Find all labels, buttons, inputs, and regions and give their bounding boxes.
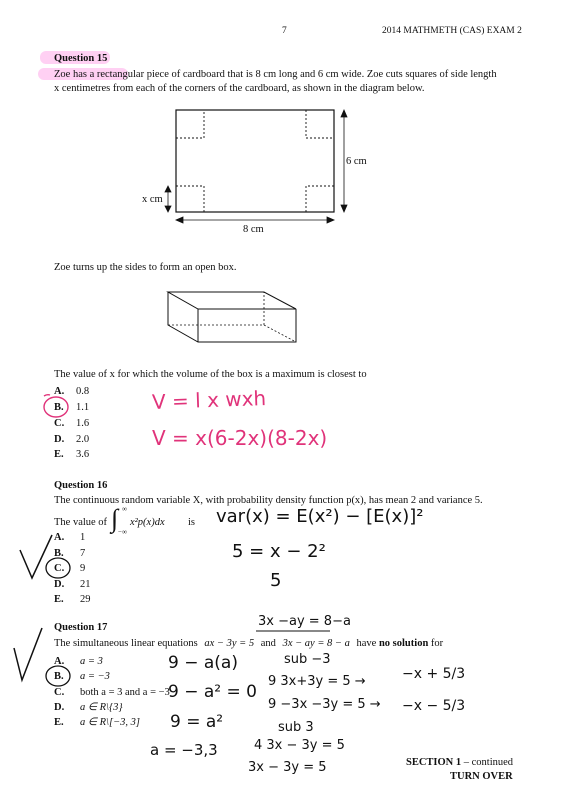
question17-title: Question 17 — [54, 622, 108, 633]
q15-option-a-value: 0.8 — [76, 386, 90, 397]
q17-handwriting-2: 9 − a² = 0 — [168, 682, 257, 702]
q17-handwriting-eq: 3x −ay = 8−a — [258, 614, 351, 629]
width-label: 8 cm — [243, 224, 264, 235]
q16-option-c-value: 9 — [80, 563, 86, 574]
exam-title: 2014 MATHMETH (CAS) EXAM 2 — [382, 26, 522, 36]
q17-option-d-letter: D. — [54, 702, 65, 713]
q16-option-a-value: 1 — [80, 532, 86, 543]
q17-option-a-value: a = 3 — [80, 656, 103, 667]
q17-handwriting-7: 9 −3x −3y = 5 → — [268, 697, 381, 712]
q16-option-b-value: 7 — [80, 548, 86, 559]
q17-handwriting-10: sub 3 — [278, 720, 314, 735]
q16-option-e-letter: E. — [54, 594, 64, 605]
q17-handwriting-4: a = −3,3 — [150, 741, 218, 759]
q17-handwriting-5: sub −3 — [284, 652, 331, 667]
integral-lower: −∞ — [118, 528, 127, 536]
q17-option-a-letter: A. — [54, 656, 65, 667]
q17-option-e-value: a ∈ R\[−3, 3] — [80, 717, 140, 728]
q17-option-b-letter: B. — [54, 671, 64, 682]
q17-handwriting-3: 9 = a² — [170, 712, 224, 732]
q17-option-c-value: both a = 3 and a = −3 — [80, 687, 170, 698]
box-text: Zoe turns up the sides to form an open box. — [54, 262, 237, 273]
q15-option-b-value: 1.1 — [76, 402, 90, 413]
integral-upper: ∞ — [122, 505, 127, 513]
q17-option-e-letter: E. — [54, 717, 64, 728]
q16-option-b-letter: B. — [54, 548, 64, 559]
q16-integral-prefix: The value of — [54, 517, 108, 528]
q15-question: The value of x for which the volume of the box is a maximum is closest to — [54, 369, 367, 380]
footer-continued: – continued — [461, 757, 514, 768]
q15-option-e-letter: E. — [54, 449, 64, 460]
q16-integral-suffix: is — [188, 517, 196, 528]
q17-handwriting-11: 4 3x − 3y = 5 — [254, 738, 345, 753]
q16-option-d-value: 21 — [80, 579, 91, 590]
q15-handwriting-1: V = l x wxh — [151, 386, 267, 414]
q17-eq1: ax − 3y = 5 — [204, 638, 255, 649]
q15-option-c-letter: C. — [54, 418, 65, 429]
q15-option-c-value: 1.6 — [76, 418, 90, 429]
q17-no-solution: no solution — [378, 638, 429, 649]
q15-option-a-letter: A. — [54, 386, 65, 397]
q16-option-e-value: 29 — [80, 594, 91, 605]
q15-option-d-letter: D. — [54, 434, 65, 445]
q17-line1-b: have — [356, 638, 377, 649]
q15-line1: Zoe has a rectangular piece of cardboard that is 8 cm long and 6 cm wide. Zoe cuts squares of side length — [54, 69, 497, 80]
q16-line1: The continuous random variable X, with probability density function p(x), has mean 2 and variance 5. — [54, 495, 483, 506]
q16-handwriting-1: var(x) = E(x²) − [E(x)]² — [216, 506, 424, 527]
integrand: x²p(x)dx — [130, 517, 165, 528]
q15-handwriting-2: V = x(6-2x)(8-2x) — [152, 426, 328, 450]
page-number: 7 — [282, 26, 287, 36]
cut-label: x cm — [142, 194, 163, 205]
q17-handwriting-9: −x − 5/3 — [402, 698, 466, 714]
q17-line1-c: for — [430, 638, 444, 649]
q15-option-d-value: 2.0 — [76, 434, 90, 445]
q17-handwriting-6: 9 3x+3y = 5 → — [268, 674, 366, 689]
q16-option-d-letter: D. — [54, 579, 65, 590]
q17-option-d-value: a ∈ R\{3} — [80, 702, 123, 713]
footer-section — [406, 756, 513, 770]
height-label: 6 cm — [346, 156, 367, 167]
q17-handwriting-8: −x + 5/3 — [402, 666, 466, 682]
q16-option-a-letter: A. — [54, 532, 65, 543]
q17-option-b-value: a = −3 — [80, 671, 110, 682]
q15-option-b-letter: B. — [54, 402, 64, 413]
q16-option-c-letter: C. — [54, 563, 65, 574]
question15-title: Question 15 — [54, 53, 108, 64]
q15-option-e-value: 3.6 — [76, 449, 90, 460]
q16-handwriting-2: 5 = x − 2² — [232, 541, 326, 562]
q17-option-c-letter: C. — [54, 687, 65, 698]
q17-handwriting-12: 3x − 3y = 5 — [248, 760, 327, 775]
question16-title: Question 16 — [54, 480, 108, 491]
footer-turn-over: TURN OVER — [450, 771, 513, 782]
q17-handwriting-1: 9 − a(a) — [168, 653, 238, 673]
q17-eq2: 3x − ay = 8 − a — [282, 638, 350, 649]
footer-section-label: SECTION 1 — [406, 757, 462, 768]
q17-line1-a: The simultaneous linear equations — [54, 638, 198, 649]
integral-sign: ∫ — [111, 504, 119, 533]
q15-line2: x centimetres from each of the corners of the cardboard, as shown in the diagram below. — [54, 83, 425, 94]
q16-handwriting-3: 5 — [270, 570, 282, 591]
q17-and: and — [260, 638, 276, 649]
